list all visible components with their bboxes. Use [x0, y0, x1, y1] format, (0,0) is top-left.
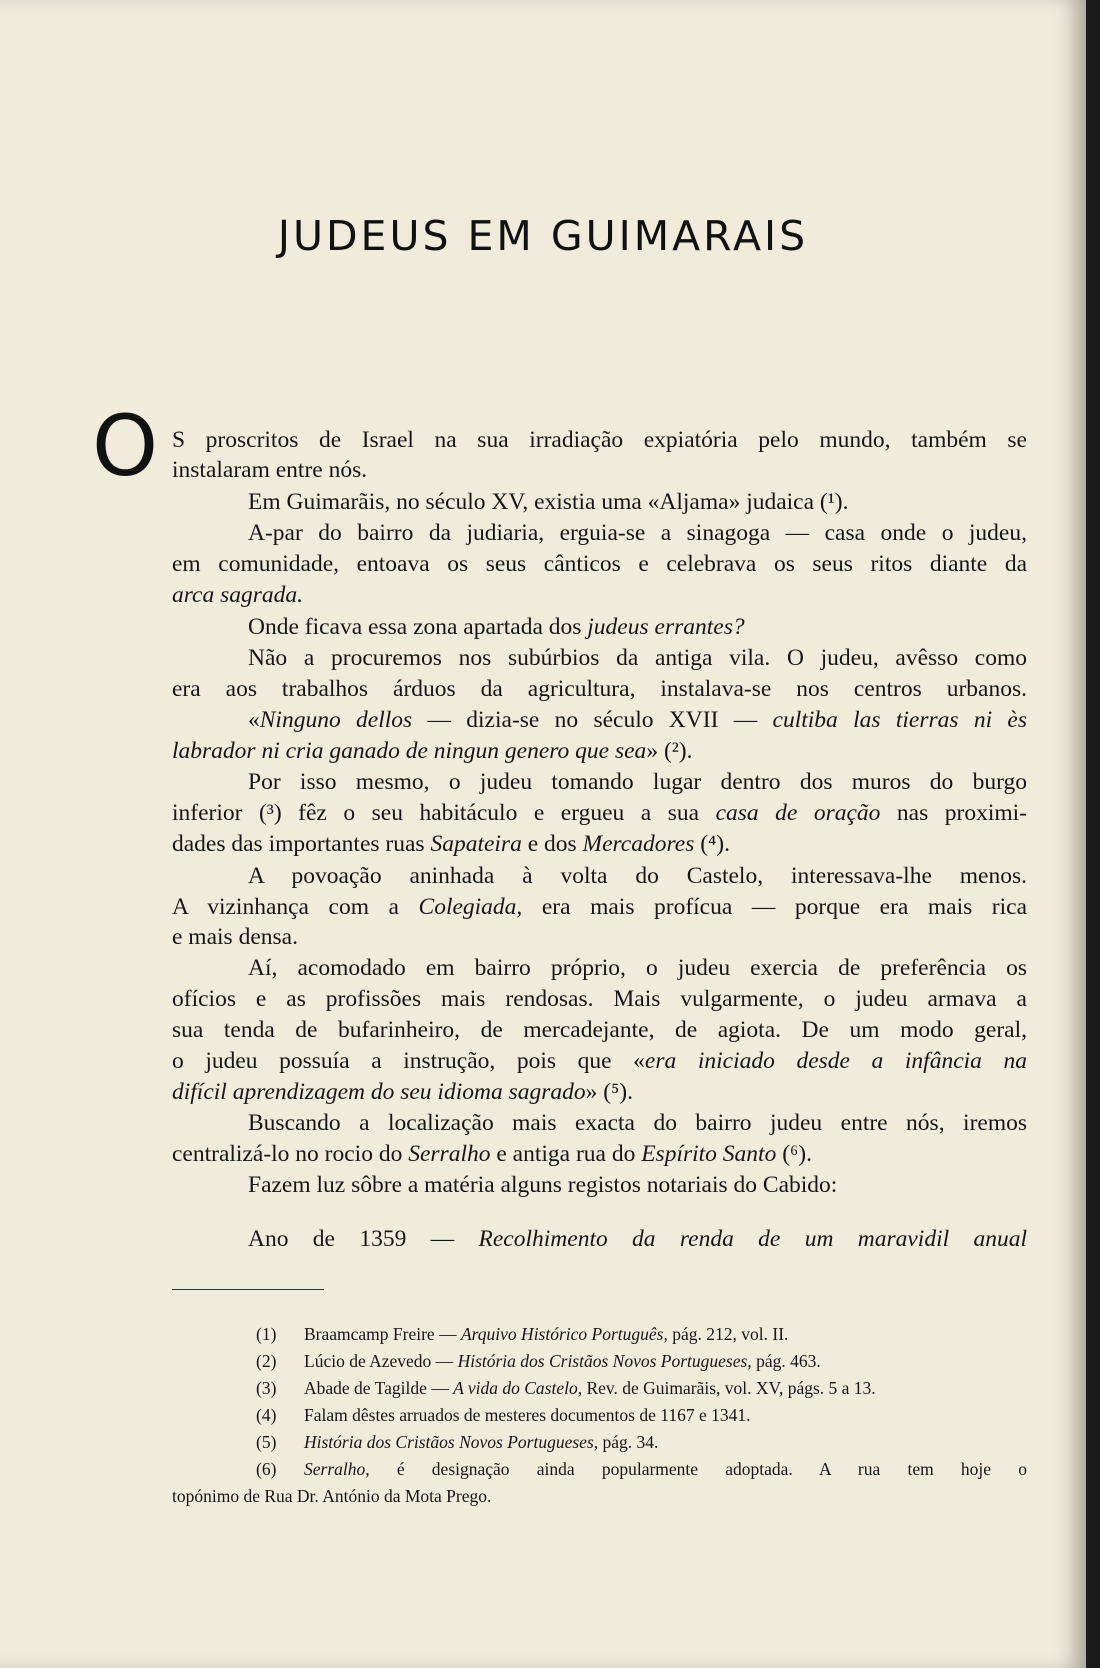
- body-line: inferior (³) fêz o seu habitáculo e ergueu a sua casa de oração nas proximi-: [172, 800, 1027, 826]
- body-line: Onde ficava essa zona apartada dos judeus errantes?: [248, 614, 745, 640]
- page-title: JUDEUS EM GUIMARAIS: [277, 212, 809, 260]
- body-line: o judeu possuía a instrução, pois que «era iniciado desde a infância na: [172, 1048, 1028, 1074]
- body-line: A vizinhança com a Colegiada, era mais profícua — porque era mais rica: [172, 894, 1028, 920]
- body-line: ofícios e as profissões mais rendosas. Mais vulgarmente, o judeu armava a: [172, 986, 1027, 1012]
- footnote-number: (6): [256, 1459, 277, 1479]
- footnote: (6) Serralho, é designação ainda popularmente adoptada. A rua tem hoje o: [256, 1459, 1027, 1479]
- drop-cap: O: [92, 397, 159, 495]
- body-line: «Ninguno dellos — dizia-se no século XVII — cultiba las tierras ni ès: [248, 707, 1027, 733]
- footnote: (3) Abade de Tagilde — A vida do Castelo, Rev. de Guimarãis, vol. XV, págs. 5 a 13.: [256, 1378, 876, 1398]
- footnote-number: (3): [256, 1378, 277, 1398]
- footnote-ref: (¹).: [819, 489, 849, 515]
- body-line: labrador ni cria ganado de ningun genero que sea» (²).: [172, 738, 693, 764]
- footnote: (4) Falam dêstes arruados de mesteres documentos de 1167 e 1341.: [256, 1405, 751, 1425]
- body-line: e mais densa.: [172, 924, 298, 950]
- body-line: sua tenda de bufarinheiro, de mercadejante, de agiota. De um modo geral,: [172, 1017, 1027, 1043]
- body-line: Não a procuremos nos subúrbios da antiga vila. O judeu, avêsso como: [248, 645, 1027, 671]
- body-line: Ano de 1359 — Recolhimento da renda de um maravidil anual: [248, 1226, 1028, 1252]
- footnote-number: (4): [256, 1405, 277, 1425]
- body-line: A povoação aninhada à volta do Castelo, interessava-lhe menos.: [248, 863, 1027, 889]
- footnote-number: (5): [256, 1432, 277, 1452]
- body-line: arca sagrada.: [172, 582, 303, 608]
- body-line: Em Guimarãis, no século XV, existia uma «Aljama» judaica (¹).: [248, 489, 849, 515]
- footnote: (1) Braamcamp Freire — Arquivo Histórico Português, pág. 212, vol. II.: [256, 1324, 789, 1344]
- body-line: Aí, acomodado em bairro próprio, o judeu exercia de preferência os: [248, 955, 1027, 981]
- footnote-number: (1): [256, 1324, 277, 1344]
- body-line: instalaram entre nós.: [172, 457, 368, 483]
- body-line: A-par do bairro da judiaria, erguia-se a sinagoga — casa onde o judeu,: [248, 520, 1027, 546]
- footnote: (5) História dos Cristãos Novos Portugueses, pág. 34.: [256, 1432, 659, 1452]
- body-line: dades das importantes ruas Sapateira e dos Mercadores (⁴).: [172, 831, 730, 857]
- body-line: Fazem luz sôbre a matéria alguns registos notariais do Cabido:: [248, 1172, 838, 1198]
- footnote-number: (2): [256, 1351, 277, 1371]
- body-line: difícil aprendizagem do seu idioma sagrado» (⁵).: [172, 1079, 633, 1105]
- body-line: em comunidade, entoava os seus cânticos e celebrava os seus ritos diante da: [172, 551, 1027, 577]
- body-line: S proscritos de Israel na sua irradiação expiatória pelo mundo, também se: [172, 427, 1027, 453]
- body-line: Buscando a localização mais exacta do bairro judeu entre nós, iremos: [248, 1110, 1027, 1136]
- footnote-continuation: topónimo de Rua Dr. António da Mota Prego.: [172, 1486, 492, 1506]
- body-line: centralizá-lo no rocio do Serralho e antiga rua do Espírito Santo (⁶).: [172, 1141, 812, 1167]
- footnote-divider: [172, 1289, 324, 1290]
- footnote: (2) Lúcio de Azevedo — História dos Cristãos Novos Portugueses, pág. 463.: [256, 1351, 821, 1371]
- body-line: Por isso mesmo, o judeu tomando lugar dentro dos muros do burgo: [248, 769, 1027, 795]
- body-line: era aos trabalhos árduos da agricultura, instalava-se nos centros urbanos.: [172, 676, 1027, 702]
